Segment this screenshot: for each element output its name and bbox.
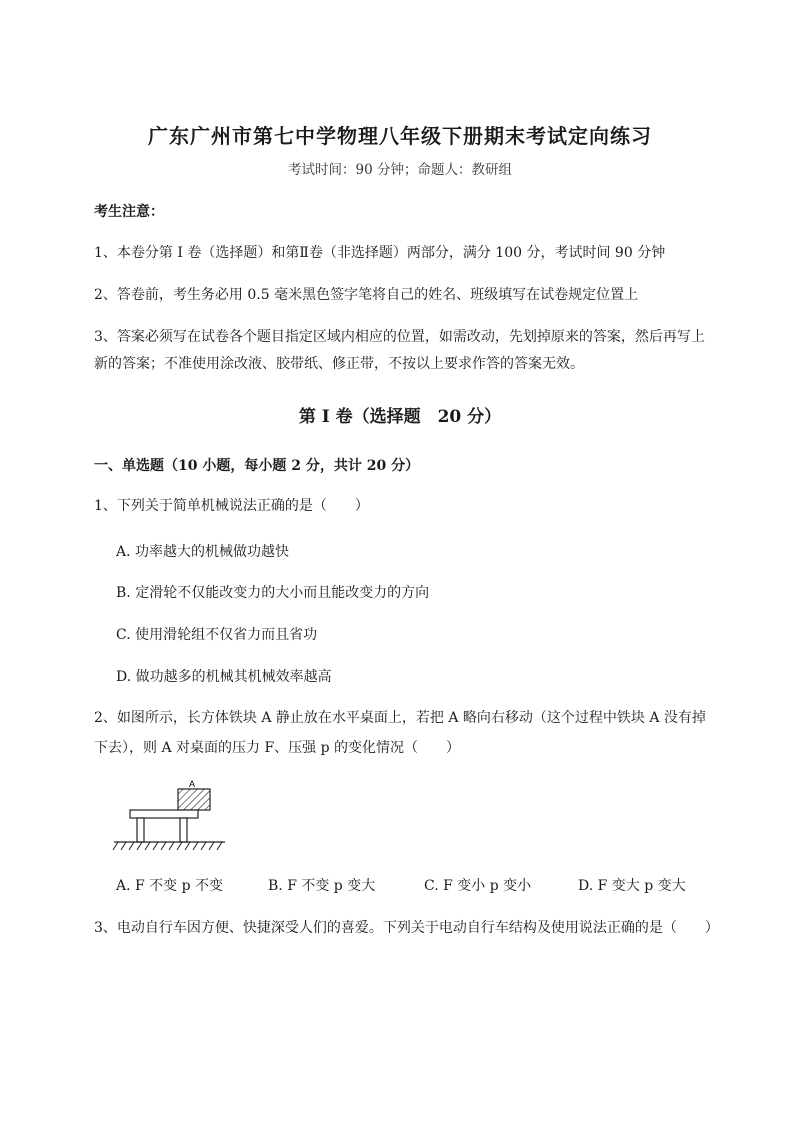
question-1-stem: 1、下列关于简单机械说法正确的是（ ） [94, 498, 369, 514]
block-label: A [188, 779, 196, 789]
ground-hatching [113, 842, 222, 850]
notice-item-3: 3、答案必须写在试卷各个题目指定区域内相应的位置，如需改动，先划掉原来的答案，然后再写上新的答案；不准使用涂改液、胶带纸、修正带，不按以上要求作答的答案无效。 [94, 329, 705, 372]
notice-item-1: 1、本卷分第 I 卷（选择题）和第Ⅱ卷（非选择题）两部分，满分 100 分，考试时间 90 分钟 [94, 245, 666, 261]
question-1-option-b: B. 定滑轮不仅能改变力的大小而且能改变力的方向 [116, 585, 430, 601]
notice-heading: 考生注意： [94, 204, 164, 220]
question-1-option-c: C. 使用滑轮组不仅省力而且省功 [116, 627, 318, 643]
table-top [130, 810, 198, 818]
section-title: 第 I 卷（选择题 20 分） [298, 407, 502, 427]
question-3-stem: 3、电动自行车因方便、快捷深受人们的喜爱。下列关于电动自行车结构及使用说法正确的是（ ） [94, 920, 719, 936]
table-leg-right [180, 818, 187, 842]
table-leg-left [137, 818, 144, 842]
question-1-option-a: A. 功率越大的机械做功越快 [116, 544, 290, 560]
table-block-figure [112, 775, 227, 855]
notice-item-2: 2、答卷前，考生务必用 0.5 毫米黑色签字笔将自己的姓名、班级填写在试卷规定位置上 [94, 287, 639, 303]
question-2-stem: 2、如图所示，长方体铁块 A 静止放在水平桌面上，若把 A 略向右移动（这个过程中铁块 A 没有掉下去），则 A 对桌面的压力 F、压强 p 的变化情况（ ） [94, 710, 706, 756]
question-2-option-b: B. F 不变 p 变大 [268, 878, 376, 894]
question-2-option-c: C. F 变小 p 变小 [424, 878, 532, 894]
part-heading: 一、单选题（10 小题，每小题 2 分，共计 20 分） [94, 458, 420, 474]
question-2-option-a: A. F 不变 p 不变 [116, 878, 224, 894]
exam-title: 广东广州市第七中学物理八年级下册期末考试定向练习 [148, 124, 652, 148]
question-2-option-d: D. F 变大 p 变大 [578, 878, 686, 894]
question-1-option-d: D. 做功越多的机械其机械效率越高 [116, 669, 332, 685]
question-2-options [116, 875, 716, 897]
iron-block [178, 789, 210, 810]
exam-subtitle: 考试时间：90 分钟；命题人：教研组 [288, 162, 512, 178]
